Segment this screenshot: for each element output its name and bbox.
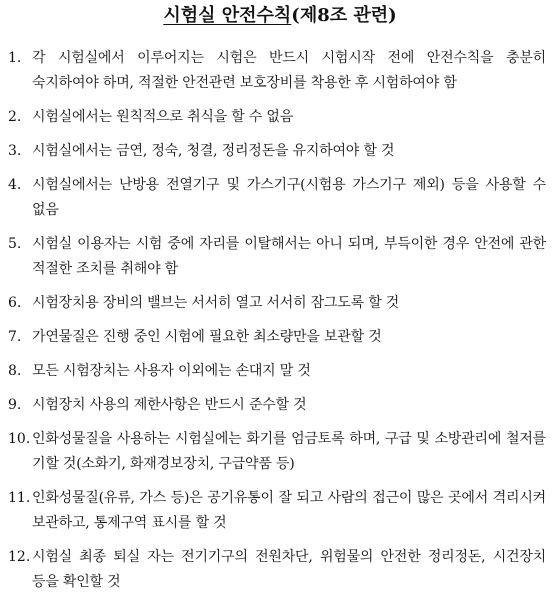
rule-item: [8, 325, 546, 350]
rule-text: 인화성물질을 사용하는 시험실에는 화기를 엄금토록 하며, 구급 및 소방관리에 철저를 기할 것(소화기, 화재경보장치, 구급약품 등): [32, 431, 546, 472]
rule-item: [8, 486, 546, 536]
rule-text: 시험장치 사용의 제한사항은 반드시 준수할 것: [32, 397, 307, 413]
title-main: 시험실 안전수칙: [163, 5, 292, 26]
rule-item: [8, 105, 546, 130]
rule-item: [8, 427, 546, 477]
rules-list: [8, 46, 546, 604]
rule-text: 시험실에서는 난방용 전열기구 및 가스기구(시험용 가스기구 제외) 등을 사용할 수 없음: [32, 177, 546, 218]
rule-number: 10.: [8, 431, 31, 447]
rule-number: 2.: [8, 109, 22, 125]
rule-number: 4.: [8, 177, 22, 193]
rule-number: 6.: [8, 295, 22, 311]
rule-number: 3.: [8, 143, 22, 159]
document-title: [0, 4, 560, 28]
rule-number: 5.: [8, 236, 22, 252]
rule-item: [8, 139, 546, 164]
rule-item: [8, 46, 546, 96]
rule-number: 9.: [8, 397, 22, 413]
rule-item: [8, 359, 546, 384]
rule-number: 7.: [8, 329, 22, 345]
rule-item: [8, 232, 546, 282]
rule-item: [8, 393, 546, 418]
rule-text: 모든 시험장치는 사용자 이외에는 손대지 말 것: [32, 363, 311, 379]
title-sub: (제8조 관련): [291, 5, 397, 26]
rule-text: 시험장치용 장비의 밸브는 서서히 열고 서서히 잠그도록 할 것: [32, 295, 400, 311]
rule-number: 11.: [8, 490, 31, 506]
rule-text: 각 시험실에서 이루어지는 시험은 반드시 시험시작 전에 안전수칙을 충분히 숙지하여야 하며, 적절한 안전관련 보호장비를 착용한 후 시험하여야 함: [32, 50, 546, 91]
rule-item: [8, 173, 546, 223]
rule-number: 1.: [8, 50, 22, 66]
rule-number: 12.: [8, 549, 31, 565]
rule-text: 인화성물질(유류, 가스 등)은 공기유통이 잘 되고 사람의 접근이 많은 곳에서 격리시켜 보관하고, 통제구역 표시를 할 것: [32, 490, 546, 531]
rule-item: [8, 291, 546, 316]
rule-text: 시험실에서는 금연, 정숙, 청결, 정리정돈을 유지하여야 할 것: [32, 143, 395, 159]
rule-text: 시험실에서는 원칙적으로 취식을 할 수 없음: [32, 109, 294, 125]
rule-number: 8.: [8, 363, 22, 379]
rule-item: [8, 545, 546, 595]
rule-text: 가연물질은 진행 중인 시험에 필요한 최소량만을 보관할 것: [32, 329, 382, 345]
rule-text: 시험실 이용자는 시험 중에 자리를 이탈해서는 아니 되며, 부득이한 경우 안전에 관한 적절한 조치를 취해야 함: [32, 236, 546, 277]
rule-text: 시험실 최종 퇴실 자는 전기기구의 전원차단, 위험물의 안전한 정리정돈, 시건장치 등을 확인할 것: [32, 549, 546, 590]
